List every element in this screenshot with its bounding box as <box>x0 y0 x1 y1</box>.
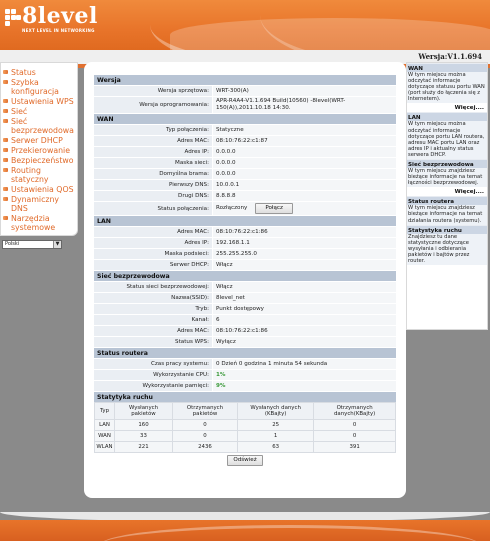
more-link[interactable]: Więcej.... <box>454 189 484 196</box>
nav-list <box>1 63 77 232</box>
footer-banner <box>0 520 490 541</box>
section-version: Wersja <box>94 74 396 85</box>
row-wl-status: Status sieci bezprzewodowej: Włącz <box>94 281 396 292</box>
firmware-version: Wersja:V1.1.694 <box>418 52 482 61</box>
wan-connection-status: Rozłączony <box>216 205 248 211</box>
col-type: Typ <box>95 403 115 420</box>
help-router-title: Status routera <box>407 196 487 205</box>
connect-button[interactable]: Połącz <box>255 203 293 214</box>
help-lan-text: W tym miejscu można odczytać informacje dotyczące portu LAN routera, adresu MAC portu LAN oraz adres IP i aktualny status serwera DHCP. <box>407 121 487 159</box>
bullet-icon <box>3 80 8 84</box>
row-wan-ip: Adres IP: 0.0.0.0 <box>94 146 396 157</box>
row-wan-status: Status połączenia: Rozłączony Połącz <box>94 201 396 215</box>
help-lan-title: LAN <box>407 112 487 121</box>
col-recv-data: Otrzymanych danych(KBajty) <box>314 403 396 420</box>
table-row: LAN 160 0 25 0 <box>95 420 396 431</box>
help-wireless-title: Sieć bezprzewodowa <box>407 159 487 168</box>
bullet-icon <box>3 70 8 74</box>
row-wl-ssid: Nazwa(SSID): 8level_net <box>94 292 396 303</box>
section-wan: WAN <box>94 113 396 124</box>
bullet-icon <box>3 148 8 152</box>
table-row: WLAN 221 2436 63 391 <box>95 442 396 453</box>
table-header-row <box>95 403 396 420</box>
row-lan-dhcp: Serwer DHCP: Włącz <box>94 259 396 270</box>
row-wl-wps: Status WPS: Wyłącz <box>94 336 396 347</box>
section-lan: LAN <box>94 215 396 226</box>
sidebar-item-wps[interactable]: Ustawienia WPS <box>3 97 77 106</box>
col-sent-packets: Wysłanych pakietów <box>115 403 173 420</box>
help-wan-title: WAN <box>407 63 487 72</box>
refresh-button[interactable]: Odśwież <box>227 455 262 466</box>
sidebar-item-network[interactable]: Sieć <box>3 107 77 116</box>
main-panel <box>84 62 406 498</box>
row-uptime: Czas pracy systemu: 0 Dzień 0 godzina 1 minuta 54 sekunda <box>94 358 396 369</box>
row-fw-version: Wersja oprogramowania: APR-R4A4-V1.1.694 Build(10560) -8level(WRT-150(A)),2011.10.18 14:30. <box>94 96 396 113</box>
row-wan-mac: Adres MAC: 08:10:76:22:c1:87 <box>94 135 396 146</box>
col-sent-data: Wysłanych danych (KBajty) <box>238 403 314 420</box>
help-wireless-text: W tym miejscu znajdziesz bieżące informacje na temat łączności bezprzewodowej. <box>407 168 487 187</box>
logo-mark-icon <box>4 5 22 27</box>
refresh-area <box>94 453 396 468</box>
header-banner <box>0 0 490 50</box>
bullet-icon <box>3 109 8 113</box>
sidebar-item-ddns[interactable]: Dynamiczny DNS <box>3 195 77 213</box>
row-lan-mask: Maska podsieci: 255.255.255.0 <box>94 248 396 259</box>
more-link[interactable]: Więcej.... <box>454 105 484 112</box>
sidebar-item-status[interactable]: Status <box>3 68 77 77</box>
status-content <box>94 74 396 468</box>
sidebar-item-security[interactable]: Bezpieczeństwo <box>3 156 77 165</box>
row-wl-channel: Kanał: 6 <box>94 314 396 325</box>
row-wan-mask: Maska sieci: 0.0.0.0 <box>94 157 396 168</box>
row-hw-version: Wersja sprzętowa: WRT-300(A) <box>94 85 396 96</box>
sidebar-item-system-tools[interactable]: Narzędzia systemowe <box>3 214 77 232</box>
bullet-icon <box>3 158 8 162</box>
help-router-text: W tym miejscu znajdziesz bieżące informacje na temat działania routera (systemu). <box>407 205 487 224</box>
bullet-icon <box>3 197 8 201</box>
brand-logo <box>4 5 98 27</box>
logo-text: 8level <box>22 3 98 29</box>
language-select[interactable]: Polski ▼ <box>2 240 62 249</box>
table-row: WAN 33 0 1 0 <box>95 431 396 442</box>
bullet-icon <box>3 168 8 172</box>
row-wan-dns2: Drugi DNS: 8.8.8.8 <box>94 190 396 201</box>
bullet-icon <box>3 99 8 103</box>
sidebar-item-quick-setup[interactable]: Szybka konfiguracja <box>3 78 77 96</box>
chevron-down-icon[interactable]: ▼ <box>53 241 61 248</box>
row-wl-mac: Adres MAC: 08:10:76:22:c1:86 <box>94 325 396 336</box>
bullet-icon <box>3 138 8 142</box>
row-wan-gateway: Domyślna brama: 0.0.0.0 <box>94 168 396 179</box>
bullet-icon <box>3 187 8 191</box>
help-traffic-text: Znajdziesz tu dane statystyczne dotyczące wysyłania i odbierania pakietów i bajtów przez router. <box>407 234 487 265</box>
sidebar-item-forwarding[interactable]: Przekierowanie <box>3 146 77 155</box>
row-cpu: Wykorzystanie CPU: 1% <box>94 369 396 380</box>
sidebar-item-wireless[interactable]: Sieć bezprzewodowa <box>3 117 77 135</box>
col-recv-packets: Otrzymanych pakietów <box>172 403 237 420</box>
bullet-icon <box>3 119 8 123</box>
section-traffic: Statytyka ruchu <box>94 391 396 402</box>
row-wan-dns1: Pierwszy DNS: 10.0.0.1 <box>94 179 396 190</box>
logo-tagline: NEXT LEVEL IN NETWORKING <box>22 28 95 33</box>
sidebar-item-dhcp[interactable]: Serwer DHCP <box>3 136 77 145</box>
bullet-icon <box>3 216 8 220</box>
section-wireless: Sieć bezprzewodowa <box>94 270 396 281</box>
header-wave-2 <box>260 0 490 50</box>
help-panel <box>406 62 488 330</box>
row-memory: Wykorzystanie pamięci: 9% <box>94 380 396 391</box>
row-lan-ip: Adres IP: 192.168.1.1 <box>94 237 396 248</box>
row-lan-mac: Adres MAC: 08:10:76:22:c1:86 <box>94 226 396 237</box>
traffic-table <box>94 402 396 453</box>
footer-wave <box>100 525 480 541</box>
row-wl-mode: Tryb: Punkt dostępowy <box>94 303 396 314</box>
sidebar-item-qos[interactable]: Ustawienia QOS <box>3 185 77 194</box>
section-router-status: Status routera <box>94 347 396 358</box>
row-wan-type: Typ połączenia: Statyczne <box>94 124 396 135</box>
help-wan-text: W tym miejscu można odczytać informacje dotyczące statusu portu WAN (port służy do łączenia się z Internetem). <box>407 72 487 103</box>
help-traffic-title: Statystyka ruchu <box>407 225 487 234</box>
sidebar-nav <box>0 62 78 247</box>
sidebar-item-static-routing[interactable]: Routing statyczny <box>3 166 77 184</box>
